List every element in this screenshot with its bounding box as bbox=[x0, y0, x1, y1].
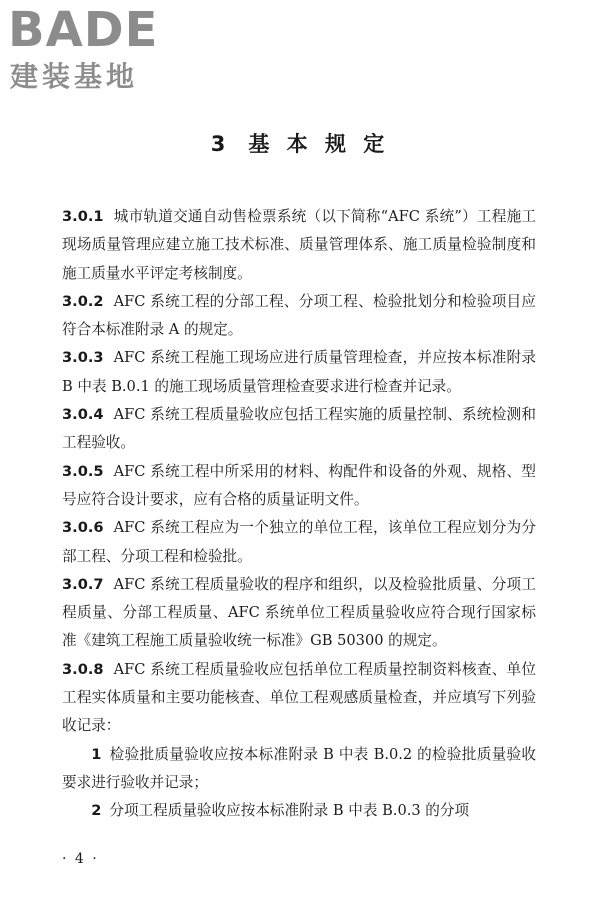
clause-number: 3.0.7 bbox=[62, 575, 104, 593]
clause-3-0-8 bbox=[62, 656, 536, 741]
clause-text: AFC 系统工程质量验收应包括单位工程质量控制资料核查、单位工程实体质量和主要功能核查、单位工程观感质量检查，并应填写下列验收记录： bbox=[62, 660, 536, 735]
clause-3-0-3 bbox=[62, 344, 536, 401]
document-body bbox=[62, 203, 536, 826]
clause-number: 3.0.1 bbox=[62, 208, 104, 225]
list-item bbox=[62, 797, 536, 825]
clause-number: 3.0.5 bbox=[62, 462, 104, 480]
bade-watermark-logo bbox=[8, 2, 178, 98]
clause-text: AFC 系统工程质量验收应包括工程实施的质量控制、系统检测和工程验收。 bbox=[62, 406, 536, 452]
chapter-number: 3 bbox=[210, 132, 231, 156]
clause-number: 3.0.8 bbox=[62, 660, 104, 678]
item-text: 分项工程质量验收应按本标准附录 B 中表 B.0.3 的分项 bbox=[109, 802, 470, 820]
clause-number: 3.0.2 bbox=[62, 292, 104, 310]
clause-3-0-7 bbox=[62, 571, 536, 656]
page-number: · 4 · bbox=[62, 851, 99, 867]
chapter-heading: 基 本 规 定 bbox=[248, 132, 390, 156]
clause-3-0-4 bbox=[62, 401, 536, 458]
watermark-subtitle: 建装基地 bbox=[10, 60, 139, 93]
clause-text: 城市轨道交通自动售检票系统（以下简称“AFC 系统”）工程施工现场质量管理应建立施工技术标准、质量管理体系、施工质量检验制度和施工质量水平评定考核制度。 bbox=[62, 208, 536, 282]
clause-text: AFC 系统工程应为一个独立的单位工程，该单位工程应划分为分部工程、分项工程和检验批。 bbox=[62, 519, 536, 565]
clause-3-0-2 bbox=[62, 288, 536, 345]
clause-3-0-6 bbox=[62, 514, 536, 571]
clause-text: AFC 系统工程的分部工程、分项工程、检验批划分和检验项目应符合本标准附录 A 的规定。 bbox=[62, 292, 536, 339]
clause-number: 3.0.3 bbox=[62, 349, 104, 367]
clause-3-0-1 bbox=[62, 203, 536, 288]
clause-text: AFC 系统工程中所采用的材料、构配件和设备的外观、规格、型号应符合设计要求，应有合格的质量证明文件。 bbox=[62, 462, 536, 508]
clause-3-0-5 bbox=[62, 458, 536, 515]
clause-number: 3.0.4 bbox=[62, 406, 104, 424]
watermark-brand: BADE bbox=[8, 2, 159, 58]
clause-text: AFC 系统工程质量验收的程序和组织，以及检验批质量、分项工程质量、分部工程质量、AFC 系统单位工程质量验收应符合现行国家标准《建筑工程施工质量验收统一标准》GB 50300 的规定。 bbox=[62, 575, 536, 650]
list-item bbox=[62, 741, 536, 798]
item-text: 检验批质量验收应按本标准附录 B 中表 B.0.2 的检验批质量验收要求进行验收并记录； bbox=[62, 745, 536, 791]
chapter-title bbox=[0, 128, 600, 158]
item-number: 1 bbox=[91, 745, 102, 763]
clause-number: 3.0.6 bbox=[62, 519, 104, 537]
clause-text: AFC 系统工程施工现场应进行质量管理检查，并应按本标准附录 B 中表 B.0.1 的施工现场质量管理检查要求进行检查并记录。 bbox=[62, 349, 536, 395]
item-number: 2 bbox=[91, 802, 102, 820]
